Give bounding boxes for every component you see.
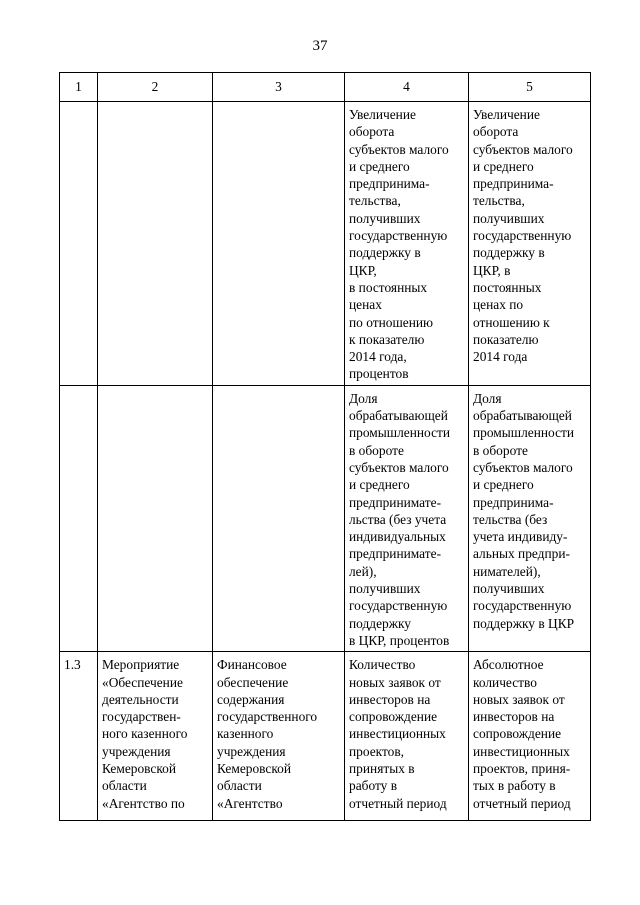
table-cell: Абсолютное количество новых заявок от инвесторов на сопровождение инвестиционных проектов, приня- тых в работу в отчетный период (469, 652, 591, 821)
table-row (60, 652, 591, 821)
table-cell (60, 385, 98, 651)
column-header: 2 (98, 73, 213, 102)
table-cell: Финансовое обеспечение содержания государственного казенного учреждения Кемеровской области «Агентство (213, 652, 345, 821)
table-cell: Увеличение оборота субъектов малого и среднего предпринима- тельства, получивших государственную поддержку в ЦКР, в постоянных ценах по отношению к показателю 2014 года, процентов (345, 102, 469, 386)
table-cell: Доля обрабатывающей промышленности в обороте субъектов малого и среднего предпринима- тельства (без учета индивиду- альных предпри- нимателей), получивших государственную поддержку в ЦКР (469, 385, 591, 651)
table-cell: Количество новых заявок от инвесторов на сопровождение инвестиционных проектов, принятых в работу в отчетный период (345, 652, 469, 821)
table-cell (213, 385, 345, 651)
column-header: 3 (213, 73, 345, 102)
table-cell: Доля обрабатывающей промышленности в обороте субъектов малого и среднего предпринимате- льства (без учета индивидуальных предпринимате- лей), получивших государственную поддержку в ЦКР, процентов (345, 385, 469, 651)
table-cell: 1.3 (60, 652, 98, 821)
table-cell (98, 385, 213, 651)
column-header: 5 (469, 73, 591, 102)
column-header: 1 (60, 73, 98, 102)
page-number: 37 (312, 38, 328, 54)
table-cell (98, 102, 213, 386)
table-header-row (60, 73, 591, 102)
table-row (60, 385, 591, 651)
measures-table (59, 72, 591, 821)
table-cell: Мероприятие «Обеспечение деятельности государствен- ного казенного учреждения Кемеровской области «Агентство по (98, 652, 213, 821)
table-cell (60, 102, 98, 386)
column-header: 4 (345, 73, 469, 102)
table-cell (213, 102, 345, 386)
table-cell: Увеличение оборота субъектов малого и среднего предпринима- тельства, получивших государственную поддержку в ЦКР, в постоянных ценах по отношению к показателю 2014 года (469, 102, 591, 386)
table-row (60, 102, 591, 386)
